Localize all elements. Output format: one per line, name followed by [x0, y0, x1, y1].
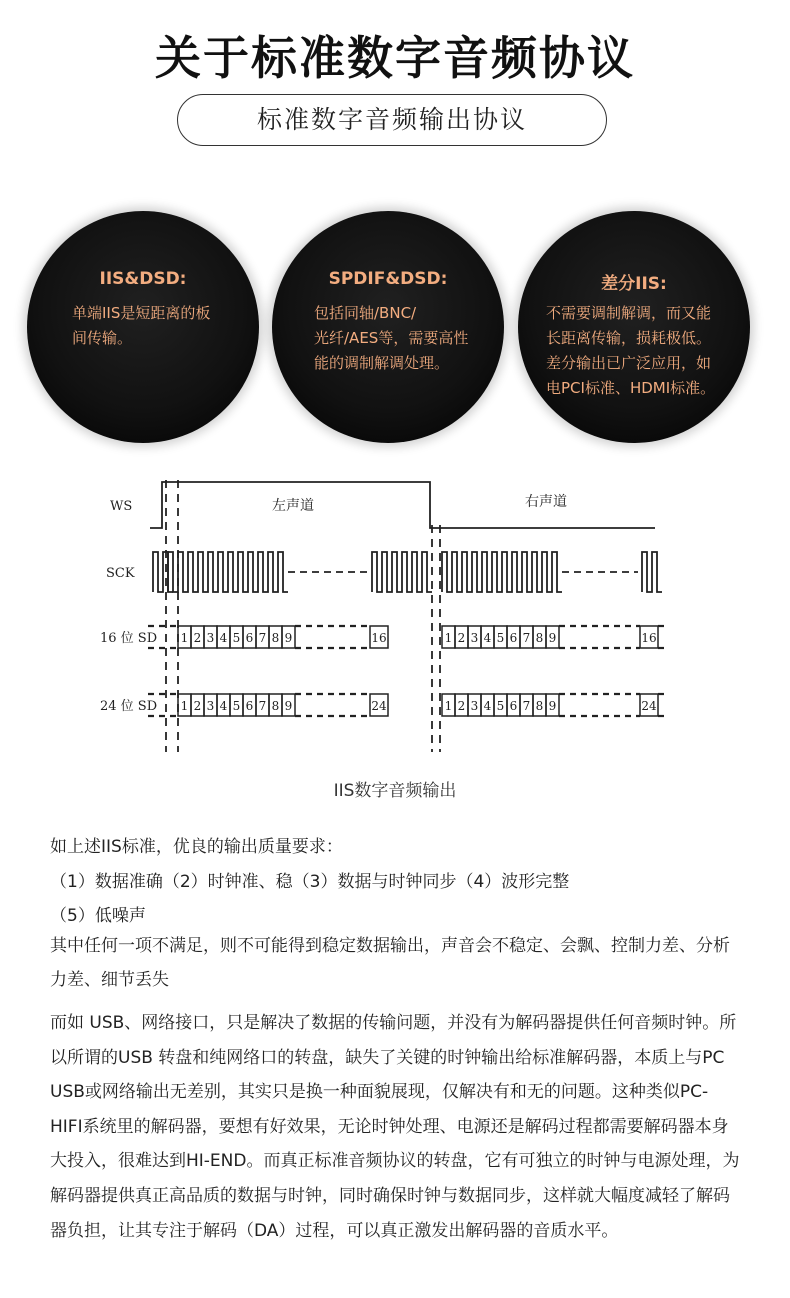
intro-text: 如上述IIS标准，优良的输出质量要求： [50, 837, 343, 857]
bit-label: 1 [444, 699, 453, 713]
circle-line: 包括同轴/BNC/ [314, 304, 417, 322]
bit-label-last: 16 [641, 631, 657, 645]
circle-line: 单端IIS是短距离的板 [72, 304, 211, 322]
page-title: 关于标准数字音频协议 [155, 31, 635, 85]
circle-line: 长距离传输，损耗极低。 [546, 329, 712, 347]
diagram-caption: IIS数字音频输出 [333, 781, 457, 801]
bit-label: 4 [219, 699, 228, 713]
bit-label: 1 [444, 631, 453, 645]
bit-label: 1 [180, 631, 189, 645]
circle-differential-iis [518, 211, 750, 443]
bit-label: 8 [271, 631, 280, 645]
ws-waveform [150, 482, 655, 528]
bit-label: 5 [496, 631, 505, 645]
circle-line: 不需要调制解调，而又能 [546, 304, 712, 322]
bit-label: 6 [509, 699, 518, 713]
requirements-line-1: （1）数据准确（2）时钟准、稳（3）数据与时钟同步（4）波形完整 [50, 872, 570, 892]
right-channel-label: 右声道 [525, 494, 567, 510]
signal-label-ws: WS [110, 499, 133, 514]
bit-label: 9 [284, 631, 293, 645]
signal-label-sd24: 24 位 SD [100, 699, 158, 714]
circle-line: 差分输出已广泛应用，如 [546, 354, 712, 372]
bit-label: 7 [258, 699, 267, 713]
bit-label: 6 [245, 631, 254, 645]
circle-title: SPDIF&DSD: [328, 269, 448, 289]
bit-label: 5 [232, 699, 241, 713]
bit-label: 3 [470, 699, 479, 713]
unmet-consequence-text: 其中任何一项不满足，则不可能得到稳定数据输出，声音会不稳定、会飘、控制力差、分析力差、细节丢失 [50, 936, 730, 990]
sck-pulse-train [372, 552, 432, 592]
bit-label: 3 [206, 631, 215, 645]
bit-label: 8 [271, 699, 280, 713]
bit-label: 2 [457, 699, 466, 713]
circle-title: 差分IIS: [601, 274, 667, 294]
bit-label: 8 [535, 631, 544, 645]
bit-label: 5 [496, 699, 505, 713]
bit-label: 5 [232, 631, 241, 645]
bit-label: 7 [258, 631, 267, 645]
sck-pulse-train [153, 552, 173, 592]
bit-label: 4 [483, 631, 492, 645]
bit-label: 9 [284, 699, 293, 713]
bit-label: 8 [535, 699, 544, 713]
bit-label: 1 [180, 699, 189, 713]
bit-label-last: 24 [371, 699, 387, 713]
iis-timing-diagram [100, 470, 680, 765]
bit-label: 4 [219, 631, 228, 645]
circle-line: 光纤/AES等，需要高性 [314, 329, 469, 347]
bit-label: 3 [206, 699, 215, 713]
bit-label: 2 [193, 699, 202, 713]
signal-label-sd16: 16 位 SD [100, 631, 158, 646]
sck-pulse-train [642, 552, 662, 592]
left-channel-label: 左声道 [272, 498, 314, 514]
circle-body [314, 301, 494, 376]
subtitle-pill: 标准数字音频输出协议 [177, 94, 607, 146]
bit-label: 7 [522, 631, 531, 645]
bit-label-last: 16 [371, 631, 387, 645]
signal-label-sck: SCK [106, 566, 135, 581]
bit-label: 2 [457, 631, 466, 645]
circle-iis-dsd [27, 211, 259, 443]
usb-explanation-text: 而如 USB、网络接口，只是解决了数据的传输问题，并没有为解码器提供任何音频时钟。所以所谓的USB 转盘和纯网络口的转盘，缺失了关键的时钟输出给标准解码器，本质上与PC USB或网络输出无差别，其实只是换一种面貌展现，仅解决有和无的问题。这种类似PC-HIFI系统里的解码器，要想有好效果，无论时钟处理、电源还是解码过程都需要解码器本身大投入，很难达到HI-END。而真正标准音频协议的转盘，它有可独立的时钟与电源处理，为解码器提供真正高品质的数据与时钟，同时确保时钟与数据同步，这样就大幅度减轻了解码器负担，让其专注于解码（DA）过程，可以真正激发出解码器的音质水平。 [50, 1013, 740, 1241]
circle-body [546, 301, 740, 401]
circle-spdif-dsd [272, 211, 504, 443]
bit-label: 7 [522, 699, 531, 713]
bit-label: 2 [193, 631, 202, 645]
sck-pulse-train [168, 552, 288, 592]
bit-label-last: 24 [641, 699, 657, 713]
sck-pulse-train [442, 552, 562, 592]
bit-label: 9 [548, 699, 557, 713]
bit-label: 6 [245, 699, 254, 713]
circle-line: 能的调制解调处理。 [314, 354, 450, 372]
bit-label: 9 [548, 631, 557, 645]
circle-title: IIS&DSD: [99, 269, 187, 289]
circle-body [72, 301, 242, 351]
bit-label: 3 [470, 631, 479, 645]
sck-waveform [153, 552, 662, 592]
circle-line: 电PCI标准、HDMI标准。 [546, 379, 716, 397]
bit-label: 4 [483, 699, 492, 713]
circle-line: 间传输。 [72, 329, 133, 347]
bit-label: 6 [509, 631, 518, 645]
sd-frames [148, 626, 668, 716]
requirements-line-2: （5）低噪声 [50, 906, 146, 926]
